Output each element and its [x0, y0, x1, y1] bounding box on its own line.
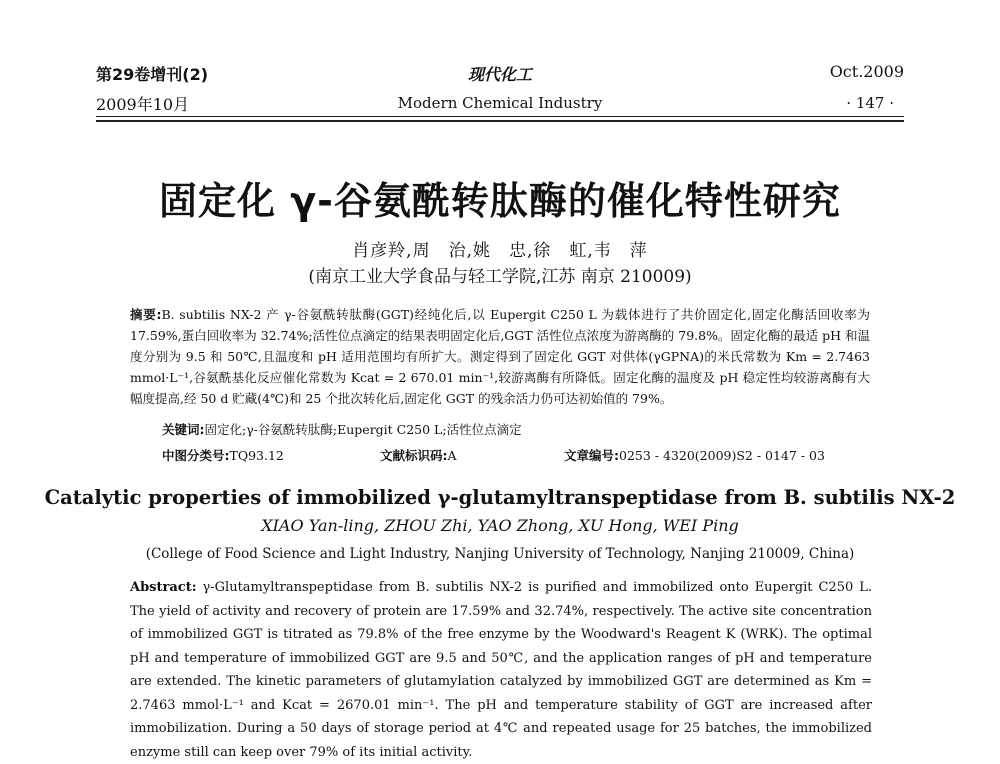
abstract-en: [130, 576, 872, 764]
clc-label: 中图分类号:: [162, 448, 230, 463]
keywords-label-cn: 关键词:: [162, 422, 205, 437]
affiliation-cn: (南京工业大学食品与轻工学院,江苏 南京 210009): [308, 267, 692, 287]
volume-issue: 第29卷增刊(2): [96, 65, 209, 84]
abstract-label-en: Abstract:: [130, 580, 197, 595]
issue-date-cn: 2009年10月: [96, 95, 190, 114]
issue-date-en: Oct.2009: [829, 62, 904, 81]
article-number-label: 文章编号:: [564, 448, 619, 463]
abstract-cn: [130, 304, 870, 409]
header-rule-thin: [96, 116, 904, 117]
document-code-label: 文献标识码:: [380, 448, 448, 463]
page-number: · 147 ·: [846, 94, 894, 112]
clc-number: [162, 446, 284, 464]
article-number: [564, 446, 825, 464]
clc-value: TQ93.12: [229, 448, 284, 463]
abstract-text-cn: B. subtilis NX-2 产 γ-谷氨酰转肽酶(GGT)经纯化后,以 Eupergit C250 L 为载体进行了共价固定化,固定化酶活回收率为 17.59%,蛋白回收率为 32.74%;活性位点滴定的结果表明固定化后,GGT 活性位点浓度为游离酶的 79.8%。固定化酶的最适 pH 和温度分别为 9.5 和 50℃,且温度和 pH 适用范围均有所扩大。测定得到了固定化 GGT 对供体(γGPNA)的米氏常数为 Km = 2.7463 mmol·L⁻¹,谷氨酰基化反应催化常数为 Kcat = 2 670.01 min⁻¹,较游离酶有所降低。固定化酶的温度及 pH 稳定性均较游离酶有大幅度提高,经 50 d 贮藏(4℃)和 25 个批次转化后,固定化 GGT 的残余活力仍可达初始值的 79%。: [130, 307, 870, 406]
abstract-text-en: γ-Glutamyltranspeptidase from B. subtilis NX-2 is purified and immobilized onto Eupergit C250 L. The yield of activity and recovery of protein are 17.59% and 32.74%, respectively. The active site concentration of immobilized GGT is titrated as 79.8% of the free enzyme by the Woodward's Reagent K (WRK). The optimal pH and temperature of immobilized GGT are 9.5 and 50℃, and the application ranges of pH and temperature are extended. The kinetic parameters of glutamylation catalyzed by immobilized GGT are determined as Km = 2.7463 mmol·L⁻¹ and Kcat = 2670.01 min⁻¹. The pH and temperature stability of GGT are increased after immobilization. During a 50 days of storage period at 4℃ and repeated usage for 25 batches, the immobilized enzyme still can keep over 79% of its initial activity.: [130, 580, 872, 760]
authors-cn: 肖彦羚,周 治,姚 忠,徐 虹,韦 萍: [352, 241, 648, 261]
affiliation-en: (College of Food Science and Light Industry, Nanjing University of Technology, Nanjing 210009, China): [145, 546, 855, 562]
paper-title-cn: 固定化 γ-谷氨酰转肽酶的催化特性研究: [159, 179, 841, 223]
abstract-label-cn: 摘要:: [130, 307, 162, 322]
journal-name-en: Modern Chemical Industry: [397, 94, 603, 112]
keywords-cn: [162, 420, 872, 438]
document-code-value: A: [447, 448, 457, 463]
article-number-value: 0253 - 4320(2009)S2 - 0147 - 03: [619, 448, 825, 463]
authors-en: XIAO Yan-ling, ZHOU Zhi, YAO Zhong, XU Hong, WEI Ping: [261, 516, 739, 535]
journal-name-cn: 现代化工: [467, 65, 532, 84]
document-code: [380, 446, 457, 464]
paper-title-en: Catalytic properties of immobilized γ-glutamyltranspeptidase from B. subtilis NX-2: [44, 486, 956, 509]
keywords-text-cn: 固定化;γ-谷氨酰转肽酶;Eupergit C250 L;活性位点滴定: [204, 422, 522, 437]
header-rule-thick: [96, 120, 904, 122]
